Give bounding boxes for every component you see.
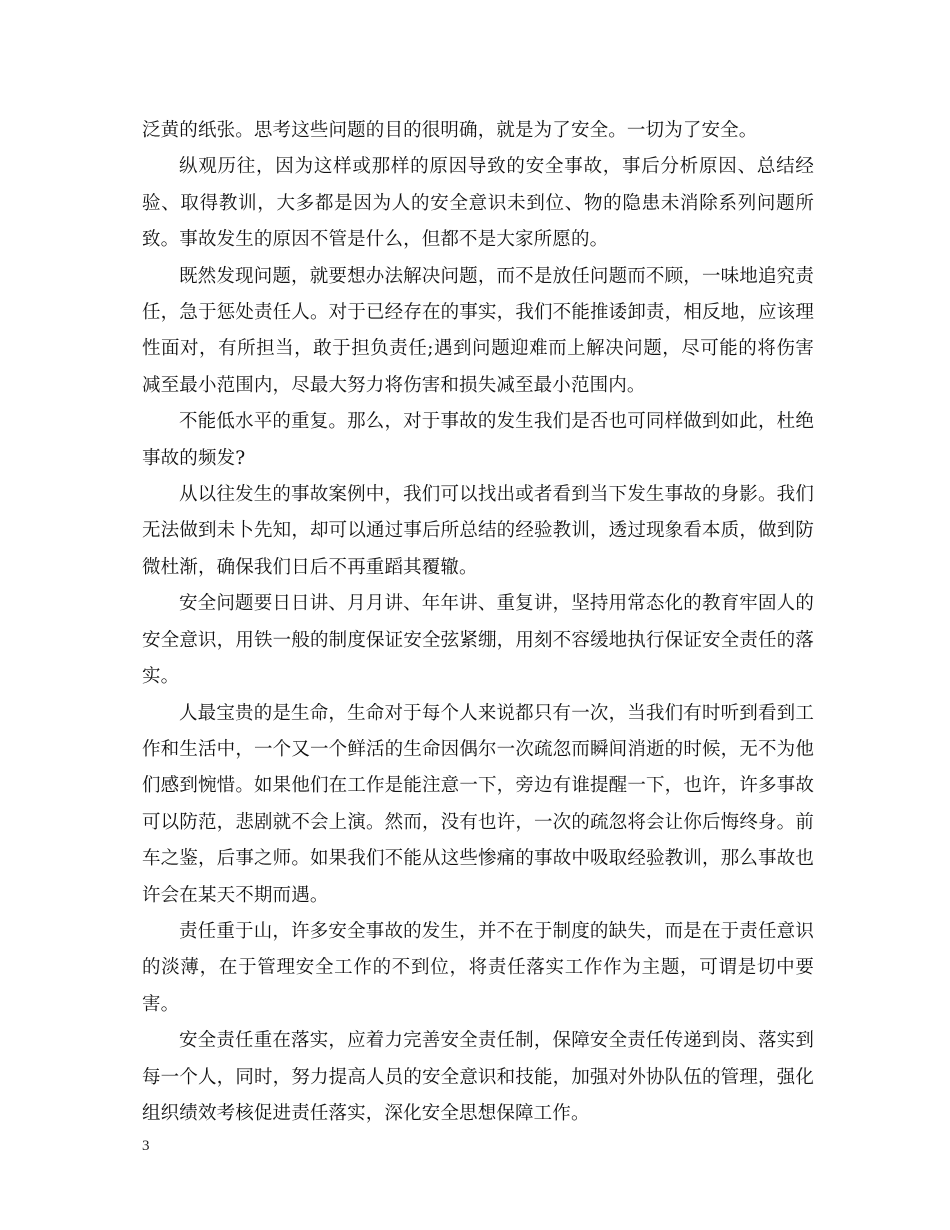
paragraph: 从以往发生的事故案例中，我们可以找出或者看到当下发生事故的身影。我们无法做到未卜先知，却可以通过事后所总结的经验教训，透过现象看本质，做到防微杜渐，确保我们日后不再重蹈其覆辙。 — [142, 484, 814, 578]
document-body — [142, 113, 814, 1132]
paragraph: 安全责任重在落实，应着力完善安全责任制，保障安全责任传递到岗、落实到每一个人，同时，努力提高人员的安全意识和技能，加强对外协队伍的管理，强化组织绩效考核促进责任落实，深化安全思想保障工作。 — [142, 1030, 814, 1124]
paragraph: 不能低水平的重复。那么，对于事故的发生我们是否也可同样做到如此，杜绝事故的频发? — [142, 411, 814, 469]
paragraph-continuation: 泛黄的纸张。思考这些问题的目的很明确，就是为了安全。一切为了安全。 — [142, 120, 758, 141]
paragraph: 纵观历往，因为这样或那样的原因导致的安全事故，事后分析原因、总结经验、取得教训，大多都是因为人的安全意识未到位、物的隐患未消除系列问题所致。事故发生的原因不管是什么，但都不是大家所愿的。 — [142, 156, 814, 251]
paragraph: 责任重于山，许多安全事故的发生，并不在于制度的缺失，而是在于责任意识的淡薄，在于管理安全工作的不到位，将责任落实工作作为主题，可谓是切中要害。 — [142, 920, 814, 1015]
paragraph: 安全问题要日日讲、月月讲、年年讲、重复讲，坚持用常态化的教育牢固人的安全意识，用铁一般的制度保证安全弦紧绷，用刻不容缓地执行保证安全责任的落实。 — [142, 593, 814, 688]
paragraph: 人最宝贵的是生命，生命对于每个人来说都只有一次，当我们有时听到看到工作和生活中，一个又一个鲜活的生命因偶尔一次疏忽而瞬间消逝的时候，无不为他们感到惋惜。如果他们在工作是能注意一下，旁边有谁提醒一下，也许，许多事故可以防范，悲剧就不会上演。然而，没有也许，一次的疏忽将会让你后悔终身。前车之鉴，后事之师。如果我们不能从这些惨痛的事故中吸取经验教训，那么事故也许会在某天不期而遇。 — [142, 702, 814, 906]
page-number: 3 — [142, 1138, 150, 1154]
paragraph: 既然发现问题，就要想办法解决问题，而不是放任问题而不顾，一味地追究责任，急于惩处责任人。对于已经存在的事实，我们不能推诿卸责，相反地，应该理性面对，有所担当，敢于担负责任;遇到问题迎难而上解决问题，尽可能的将伤害减至最小范围内，尽最大努力将伤害和损失减至最小范围内。 — [142, 265, 814, 396]
